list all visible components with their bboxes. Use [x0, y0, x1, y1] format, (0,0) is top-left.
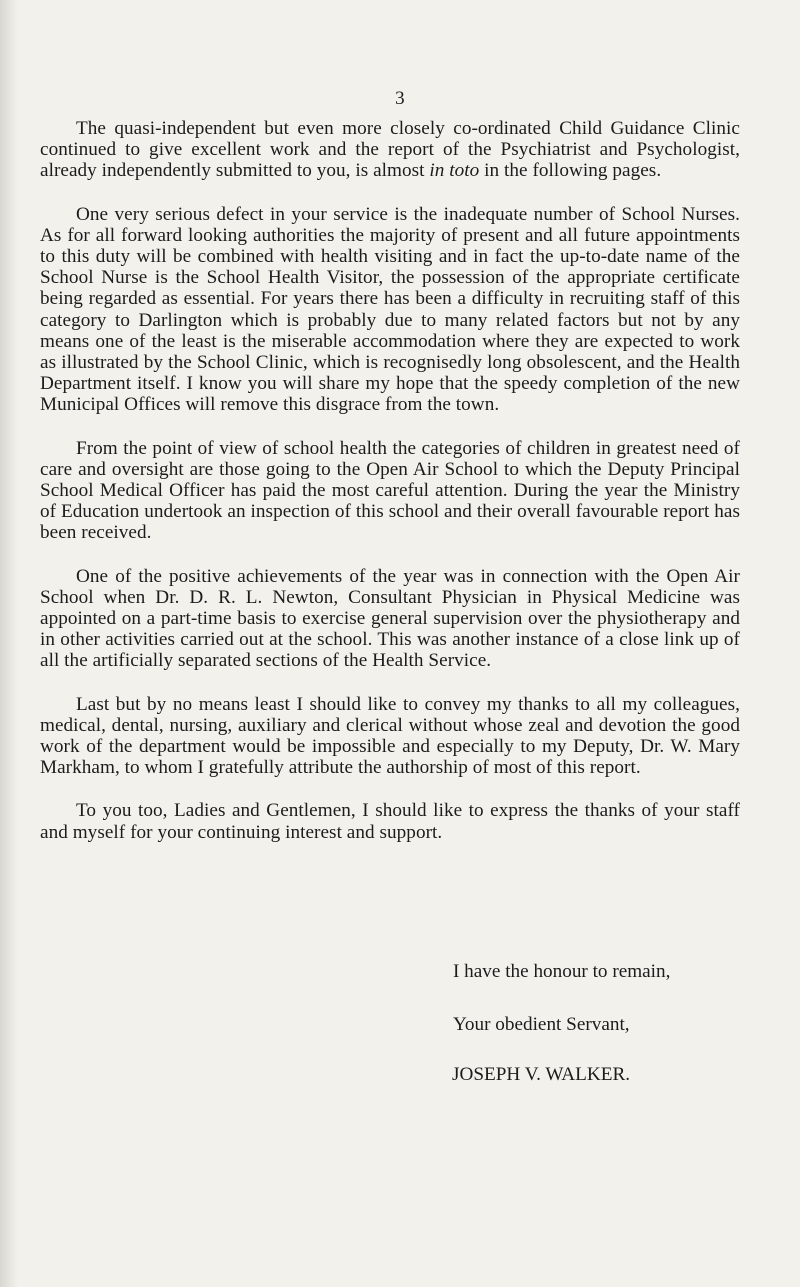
closing-line-honour: I have the honour to remain,: [453, 961, 671, 982]
page-number: 3: [395, 88, 405, 109]
paragraph-thanks-colleagues: Last but by no means least I should like to convey my thanks to all my colleagues, medical, dental, nursing, auxiliary and clerical without whose zeal and devotion the good work of the department would be impossible and especially to my Deputy, Dr. W. Mary Markham, to whom I gratefully attribute the authorship of most of this report.: [40, 693, 740, 779]
page-edge-shadow: [0, 0, 18, 1287]
paragraph-achievements: One of the positive achievements of the year was in connection with the Open Air School when Dr. D. R. L. Newton, Consultant Physician in Physical Medicine was appointed on a part-time basis to exercise general supervision over the physiotherapy and in other activities carried out at the school. This was another instance of a close link up of all the artificially separated sections of the Health Service.: [40, 565, 740, 672]
closing-line-servant: Your obedient Servant,: [453, 1014, 630, 1035]
paragraph-school-nurses: One very serious defect in your service is the inadequate number of School Nurses. As for all forward looking authorities the majority of present and all future appointments to this duty will be combined with health visiting and in fact the up-to-date name of the School Nurse is the School Health Visitor, the possession of the appropriate certificate being regarded as essential. For years there has been a difficulty in recruiting staff of this category to Darlington which is probably due to many related factors but not by any means one of the least is the miserable accommodation where they are expected to work as illustrated by the School Clinic, which is recognisedly long obsolescent, and the Health Department itself. I know you will share my hope that the speedy completion of the new Municipal Offices will remove this disgrace from the town.: [40, 203, 740, 416]
signature: JOSEPH V. WALKER.: [452, 1064, 631, 1085]
paragraph-child-guidance: [40, 118, 740, 182]
italic-phrase: in toto: [429, 160, 480, 182]
paragraph-school-health: From the point of view of school health the categories of children in greatest need of care and oversight are those going to the Open Air School to which the Deputy Principal School Medical Officer has paid the most careful attention. During the year the Ministry of Education undertook an inspection of this school and their overall favourable report has been received.: [40, 437, 740, 544]
letter-body: [40, 118, 740, 865]
paragraph-child-guidance-text-end: in the following pages.: [479, 160, 662, 182]
paragraph-child-guidance-text: The quasi-independent but even more closely co-ordinated Child Guidance Clinic continued to give excellent work and the report of the Psychiatrist and Psychologist, already independently submitted to you, is almost: [40, 118, 740, 182]
paragraph-thanks-committee: To you too, Ladies and Gentlemen, I should like to express the thanks of your staff and myself for your continuing interest and support.: [40, 800, 740, 843]
